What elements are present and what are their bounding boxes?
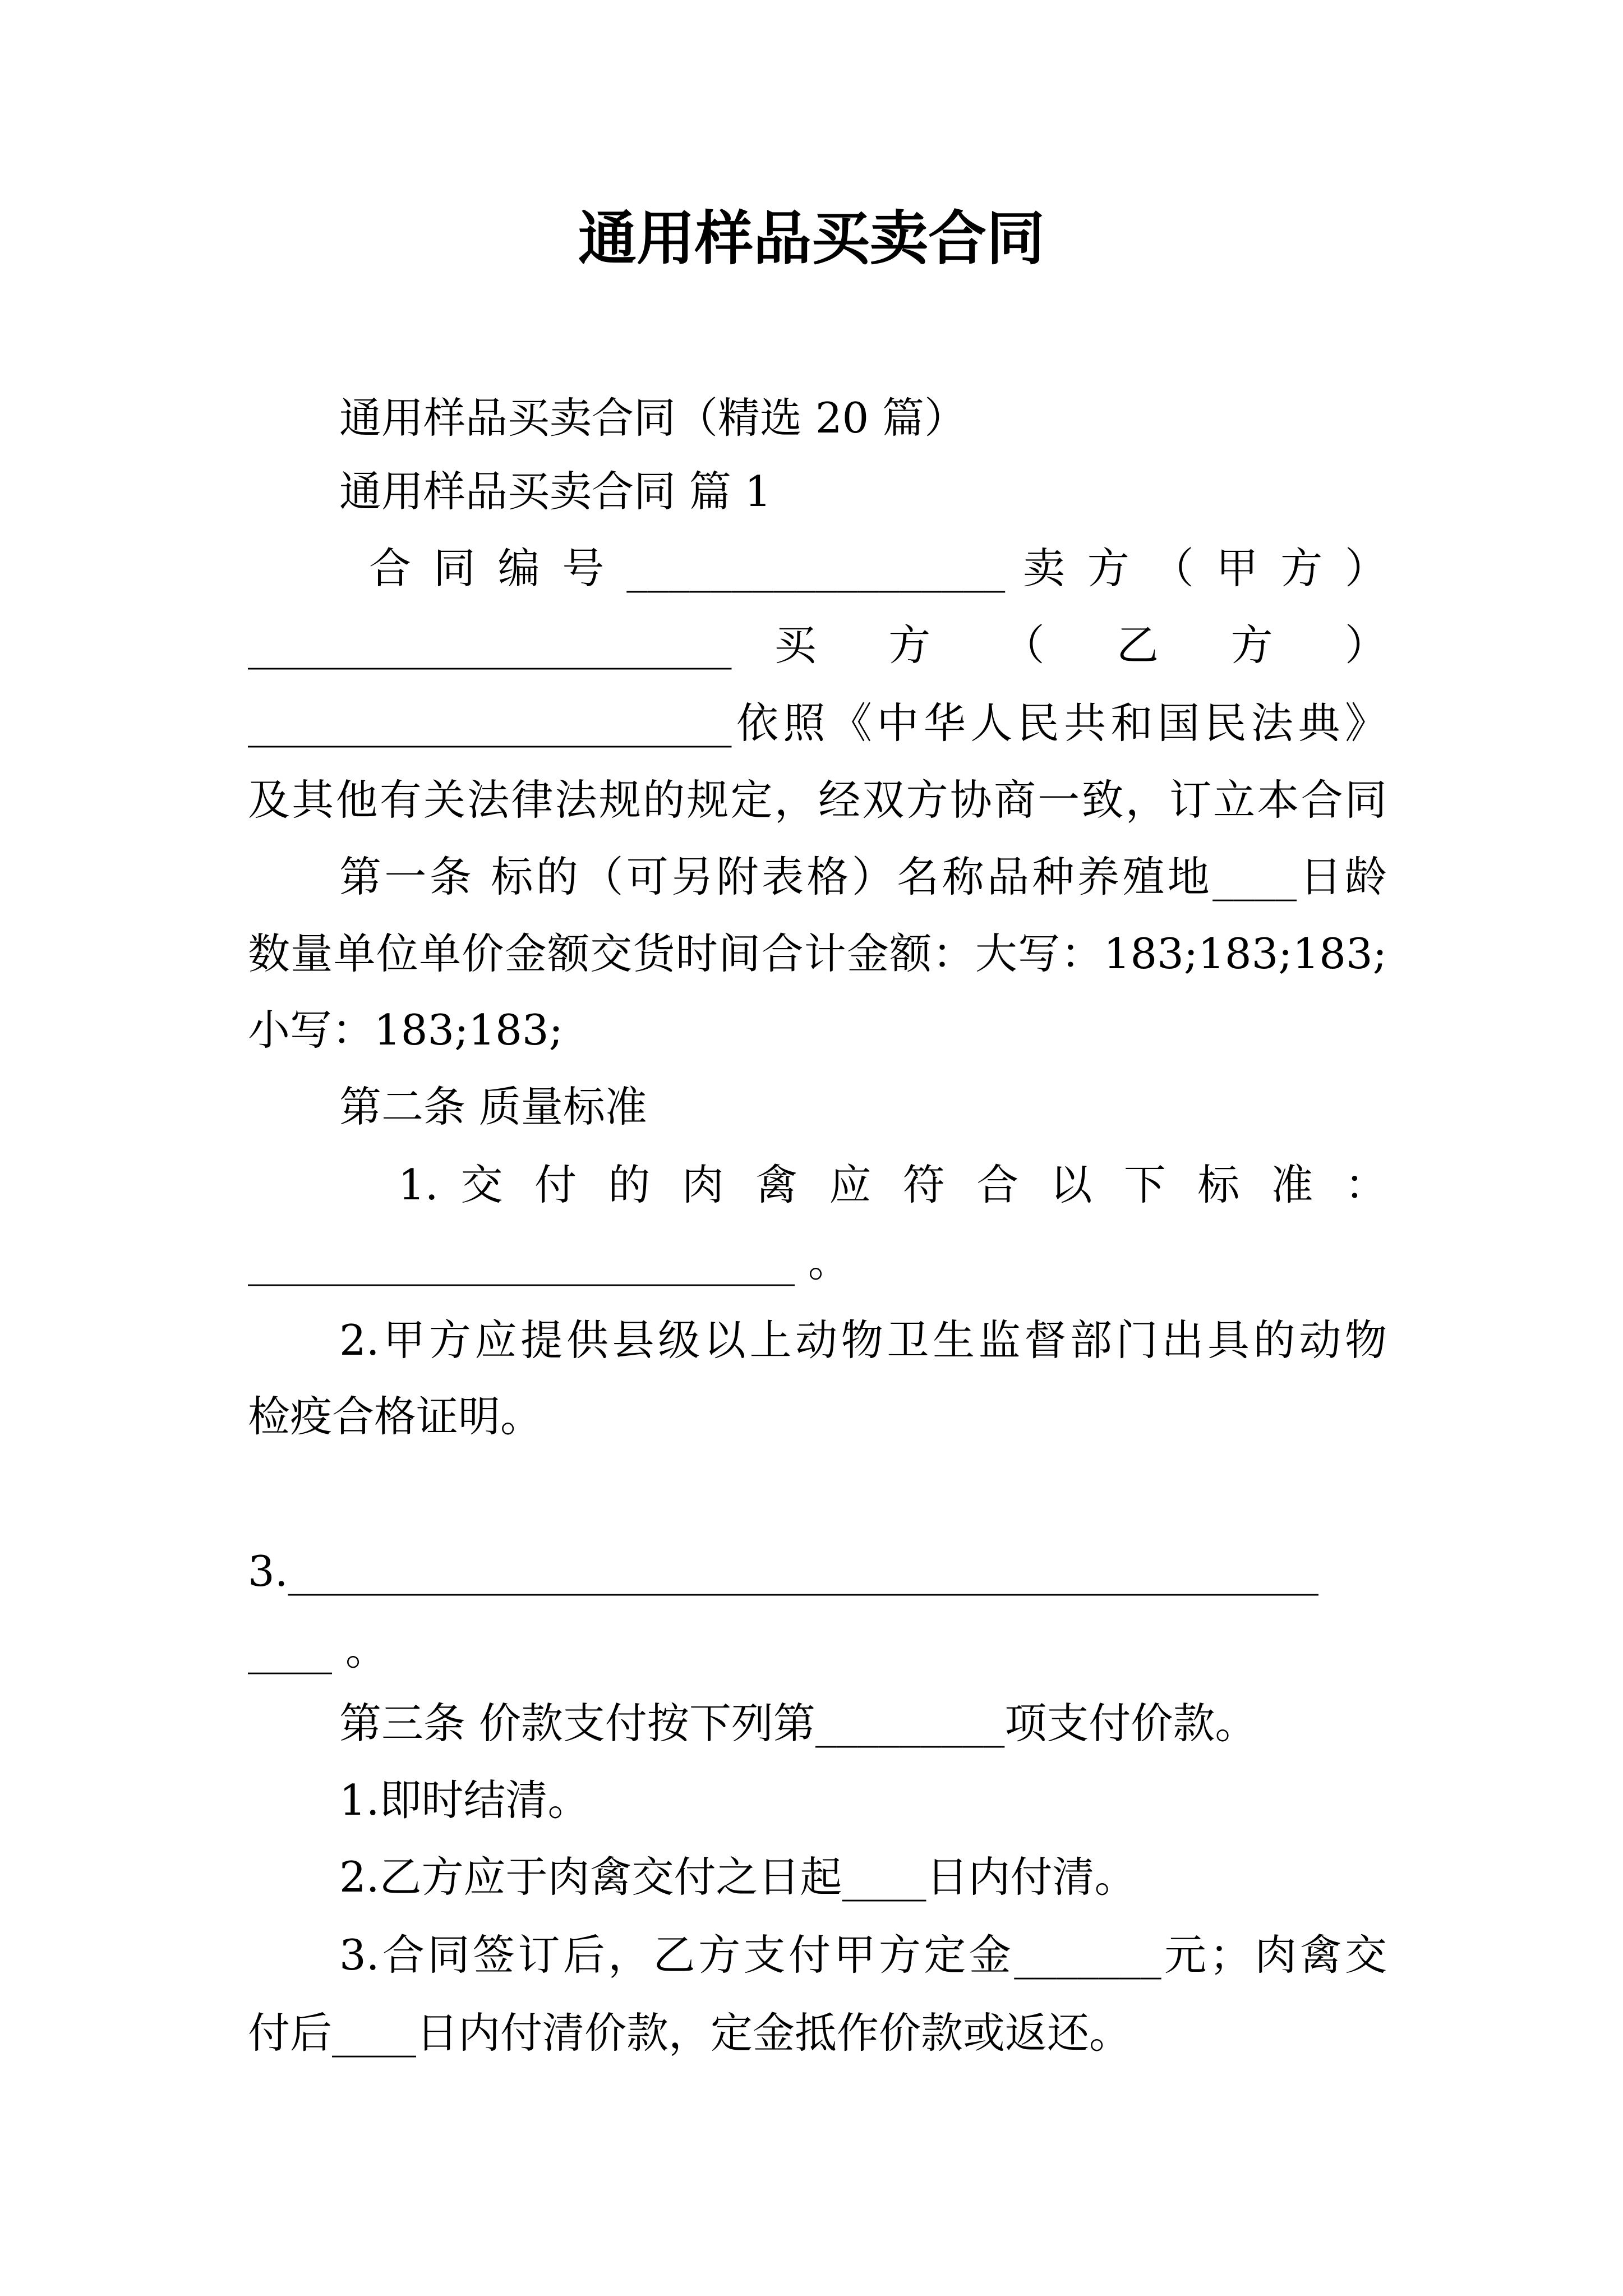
paragraph-line: 数量单位单价金额交货时间合计金额：大写：183;183;183; [248, 929, 1387, 978]
legal-basis-line: _______________________依照《中华人民共和国民法典》 [248, 698, 1387, 748]
contract-number-line: 合 同 编 号 __________________ 卖 方 （ 甲 方 ） [369, 544, 1387, 593]
article-2-heading: 第二条 质量标准 [339, 1082, 647, 1131]
article-3-line: 第三条 价款支付按下列第_________项支付价款。 [339, 1699, 1257, 1748]
paragraph-line: 付后____日内付清价款，定金抵作价款或返还。 [248, 2008, 1132, 2058]
paragraph-line: __________________________ 。 [248, 1237, 850, 1286]
document-title: 通用样品买卖合同 [578, 204, 1045, 273]
list-item: 3.合同签订后，乙方支付甲方定金_______元；肉禽交 [339, 1930, 1387, 1980]
list-item: 1. 交 付 的 肉 禽 应 符 合 以 下 标 准 ： [398, 1160, 1387, 1209]
paragraph-line: 及其他有关法律法规的规定，经双方协商一致，订立本合同 [248, 775, 1387, 825]
list-item: 2.甲方应提供县级以上动物卫生监督部门出具的动物 [339, 1315, 1387, 1365]
section-heading: 通用样品买卖合同 篇 1 [339, 467, 772, 516]
article-1-line: 第一条 标的（可另附表格）名称品种养殖地____日龄 [339, 852, 1387, 901]
list-item: 2.乙方应于肉禽交付之日起____日内付清。 [339, 1852, 1137, 1902]
paragraph-line: 检疫合格证明。 [248, 1392, 543, 1441]
paragraph-line: 小写：183;183; [248, 1005, 563, 1055]
list-item: 1.即时结清。 [339, 1775, 590, 1825]
subtitle-line: 通用样品买卖合同（精选 20 篇） [339, 393, 967, 443]
buyer-line: _______________________ 买 方 （ 乙 方 ） [248, 620, 1387, 670]
paragraph-line: ____ 。 [248, 1625, 388, 1674]
list-item: 3._________________________________________________ [248, 1547, 1319, 1596]
